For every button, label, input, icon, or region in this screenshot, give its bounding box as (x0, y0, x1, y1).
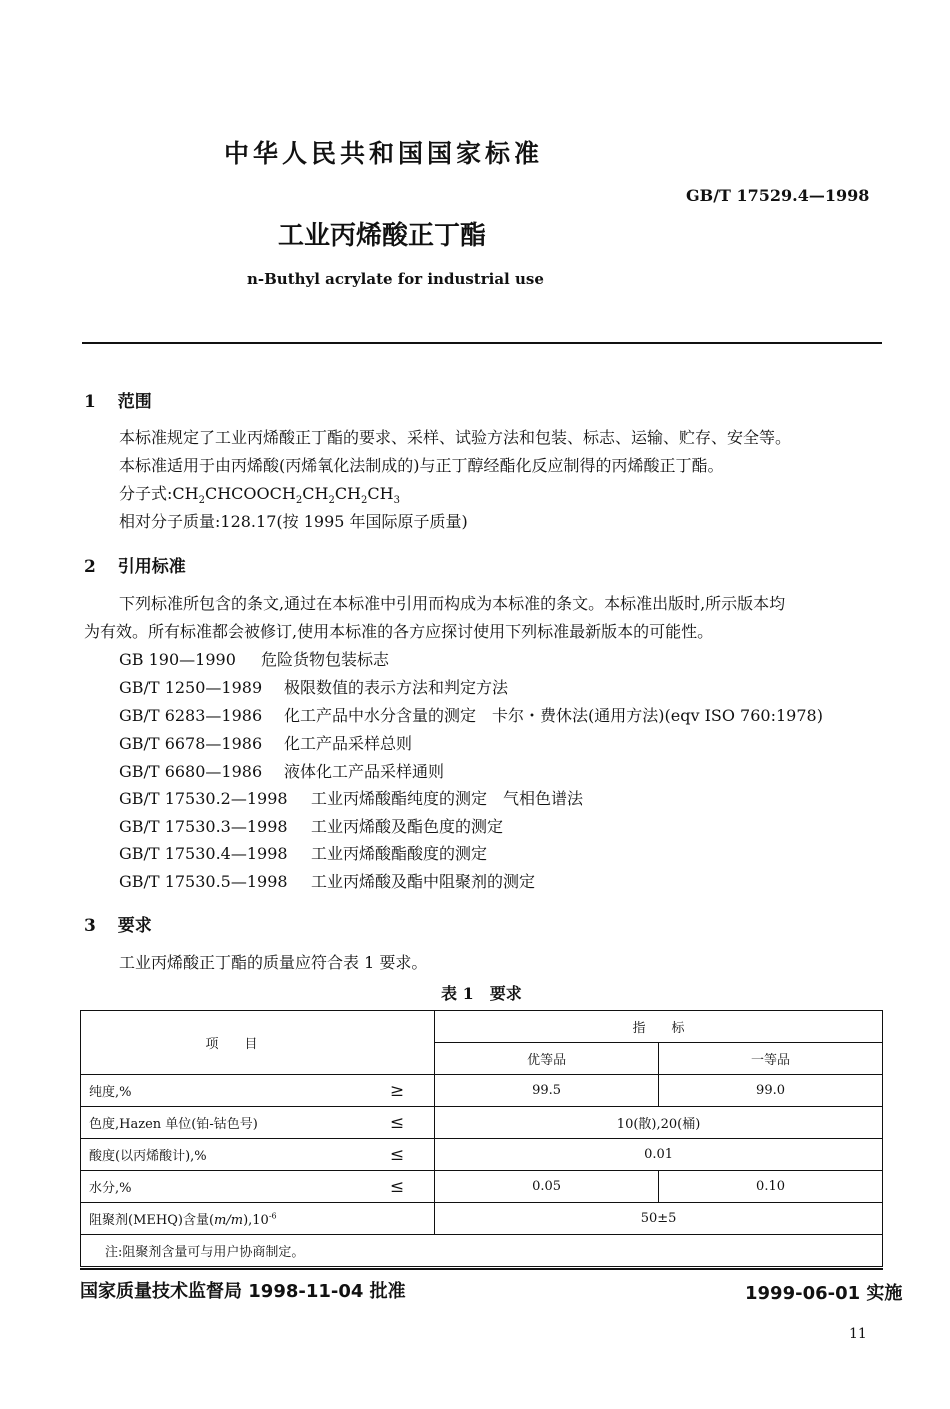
approval-statement: 国家质量技术监督局 1998-11-04 批准 (80, 1281, 406, 1302)
reference-code: GB 190—1990 (119, 650, 236, 669)
row-relation: ≥ (358, 1075, 435, 1107)
formula-text: $CH_2CHCOOCH_2CH_2CH_2CH_3$ (172, 484, 400, 507)
table-row (81, 1075, 883, 1107)
section-title: 范围 (117, 392, 152, 412)
requirements-intro: 工业丙烯酸正丁酯的质量应符合表 1 要求。 (119, 953, 428, 972)
row-merged-value: 10(散),20(桶) (435, 1107, 883, 1139)
row-premium-value: 0.05 (435, 1171, 659, 1203)
reference-title: 工业丙烯酸酯纯度的测定 气相色谱法 (311, 789, 584, 808)
row-merged-value: 50±5 (435, 1203, 883, 1235)
reference-item (119, 678, 508, 698)
reference-code: GB/T 17530.5—1998 (119, 872, 288, 891)
reference-item (119, 789, 583, 809)
references-intro-line-1: 下列标准所包含的条文,通过在本标准中引用而构成为本标准的条文。本标准出版时,所示版本均 (119, 594, 786, 613)
document-title-cn: 工业丙烯酸正丁酯 (278, 221, 487, 251)
requirements-table (80, 1010, 883, 1267)
reference-item (119, 844, 487, 864)
reference-title: 危险货物包装标志 (261, 650, 390, 669)
table-header-row (81, 1011, 883, 1043)
formula-label: 分子式: (119, 484, 173, 503)
page-number: 11 (849, 1326, 867, 1342)
section-title: 要求 (117, 916, 152, 936)
row-relation: ≤ (358, 1139, 435, 1171)
header-index: 指 标 (435, 1011, 883, 1043)
reference-code: GB/T 17530.4—1998 (119, 844, 288, 863)
reference-item (119, 650, 389, 670)
section-number: 2 (84, 557, 96, 577)
row-item: 阻聚剂(MEHQ)含量$(m/m),10^{-6}$ (81, 1203, 435, 1235)
header-item: 项 目 (81, 1011, 435, 1075)
reference-title: 工业丙烯酸及酯色度的测定 (311, 817, 504, 836)
table-row (81, 1171, 883, 1203)
reference-code: GB/T 6678—1986 (119, 734, 263, 753)
reference-title: 工业丙烯酸及酯中阻聚剂的测定 (311, 872, 536, 891)
footer-divider (80, 1268, 883, 1270)
row-relation: ≤ (358, 1107, 435, 1139)
scope-paragraph-1: 本标准规定了工业丙烯酸正丁酯的要求、采样、试验方法和包装、标志、运输、贮存、安全等。 (119, 428, 792, 447)
reference-item (119, 817, 503, 837)
row-first-value: 99.0 (659, 1075, 883, 1107)
table-note: 注:阻聚剂含量可与用户协商制定。 (81, 1235, 883, 1267)
row-item: 纯度,% (81, 1075, 358, 1107)
table-row (81, 1139, 883, 1171)
reference-item (119, 706, 823, 726)
header-first-grade: 一等品 (659, 1043, 883, 1075)
reference-title: 液体化工产品采样通则 (284, 762, 445, 781)
molecular-formula (119, 484, 400, 511)
section-1-heading (84, 387, 152, 412)
table-caption: 表 1 要求 (441, 984, 522, 1003)
scope-paragraph-2: 本标准适用于由丙烯酸(丙烯氧化法制成的)与正丁醇经酯化反应制得的丙烯酸正丁酯。 (119, 456, 724, 475)
row-merged-value: 0.01 (435, 1139, 883, 1171)
implementation-date: 1999-06-01 实施 (745, 1283, 903, 1304)
reference-code: GB/T 6283—1986 (119, 706, 263, 725)
reference-title: 化工产品中水分含量的测定 卡尔・费休法(通用方法)(eqv ISO 760:1978) (284, 706, 823, 725)
document-title-en: n-Buthyl acrylate for industrial use (247, 270, 544, 288)
standard-number: GB/T 17529.4—1998 (686, 186, 870, 205)
molecular-mass: 相对分子质量:128.17(按 1995 年国际原子质量) (119, 512, 468, 531)
row-item: 水分,% (81, 1171, 358, 1203)
reference-item (119, 762, 444, 782)
reference-title: 极限数值的表示方法和判定方法 (284, 678, 509, 697)
header-divider (82, 342, 882, 344)
table-note-row (81, 1235, 883, 1267)
section-title: 引用标准 (117, 557, 186, 577)
reference-title: 化工产品采样总则 (284, 734, 413, 753)
table-row (81, 1107, 883, 1139)
header-premium-grade: 优等品 (435, 1043, 659, 1075)
row-premium-value: 99.5 (435, 1075, 659, 1107)
reference-code: GB/T 17530.2—1998 (119, 789, 288, 808)
reference-item (119, 872, 535, 892)
national-standard-heading: 中华人民共和国国家标准 (224, 139, 544, 168)
reference-item (119, 734, 412, 754)
table-row (81, 1203, 883, 1235)
row-relation: ≤ (358, 1171, 435, 1203)
references-intro-line-2: 为有效。所有标准都会被修订,使用本标准的各方应探讨使用下列标准最新版本的可能性。 (84, 622, 714, 641)
reference-code: GB/T 6680—1986 (119, 762, 263, 781)
section-2-heading (84, 552, 186, 577)
reference-code: GB/T 17530.3—1998 (119, 817, 288, 836)
section-number: 3 (84, 916, 96, 936)
section-number: 1 (84, 392, 96, 412)
reference-title: 工业丙烯酸酯酸度的测定 (311, 844, 488, 863)
section-3-heading (84, 911, 152, 936)
row-item: 酸度(以丙烯酸计),% (81, 1139, 358, 1171)
row-first-value: 0.10 (659, 1171, 883, 1203)
reference-code: GB/T 1250—1989 (119, 678, 263, 697)
row-item: 色度,Hazen 单位(铂-钴色号) (81, 1107, 358, 1139)
